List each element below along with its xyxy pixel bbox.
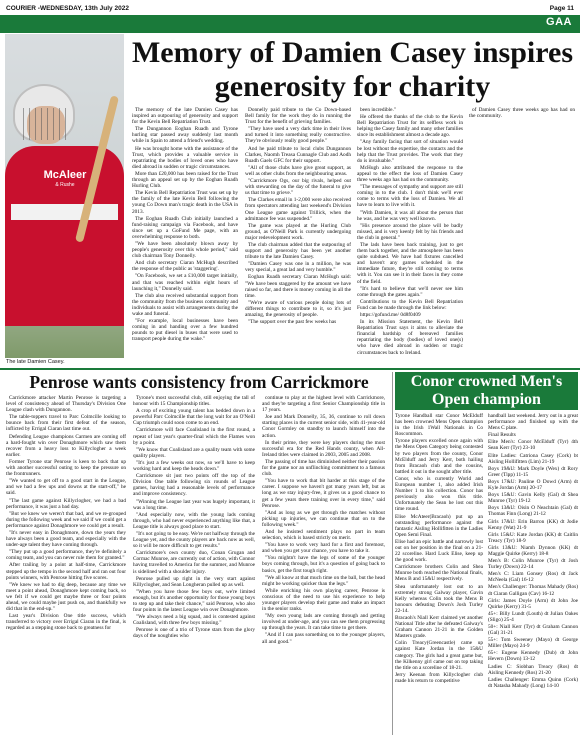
paragraph: "With Damien, it was all about the person that he was, and he was very well known. bbox=[357, 209, 463, 222]
paragraph: "You mightn't have the legs of some of the younger boys coming through, but it's a question of going back to basics, get the first tough right. bbox=[262, 555, 385, 574]
paragraph: "You have to work very hard for a first and foremost, and when you get your chance, you have to take it. bbox=[262, 542, 385, 555]
paragraph: Girls 13&U: Niamh Dynnon (KK) dt Maggie Quirke (Kerry) 18-8 bbox=[488, 544, 578, 557]
paragraph: Penrose is one of a trio of Tyrone stars from the glory days of the noughties who bbox=[133, 627, 255, 640]
paragraph: 65+: Eugene Kennedy (Dub) dt John Hevern (Down) 13-12 bbox=[488, 650, 578, 663]
paragraph: The Dungannon Eoghan Ruadh and Tyrone hurling star passed away suddenly last month while in Spain to attend a friend's wedding. bbox=[132, 126, 238, 145]
paragraph: "But we knew we weren't that bad, and we re-grouped during the following week and we said if we could get a performance against Donaghmore we could get a result. bbox=[6, 510, 126, 529]
paragraph: "It's just a few weeks out now, so we'll have to keep working hard and keep the heads down." bbox=[133, 459, 255, 473]
penrose-col2 bbox=[133, 395, 255, 735]
main-story-col3 bbox=[357, 107, 463, 367]
paragraph: 45+: Billy Lundt (Louth) dt Julian Oakes (Sligo) 25-4 bbox=[488, 610, 578, 623]
paragraph: "Winning the League last year was hugely important, it was a long time. bbox=[133, 498, 255, 511]
paragraph: The game was played at the Hurling Club ground, as O'Neill Park is currently undergoing major redevelopment work. bbox=[245, 222, 351, 241]
paragraph: The club also received substantial support from the community from the business community and individuals to assist with arrangements during the wake and funeral. bbox=[132, 292, 238, 317]
paragraph: Eoghan Ruadh secretary Ciaran McHugh said: "We have been staggered by the amount we have raised so far, and there is money coming in all the time. bbox=[245, 274, 351, 299]
photo-caption: The late Damien Casey. bbox=[6, 359, 65, 365]
paragraph: "And especially now, with the young lads coming through, who had never experienced anything like that, a League title is always good place to start. bbox=[133, 511, 255, 530]
paragraph: Bracaoh's Niall Kerr claimed yet another National Title after he defeated Galway's Graham Cannon 21-21 in the Golden Masters grade. bbox=[395, 615, 483, 640]
paragraph: "All of those clubs have give great support, as well as other clubs from the neighbouring areas. bbox=[245, 164, 351, 177]
conor-col1 bbox=[395, 413, 483, 735]
main-headline: Memory of Damien Casey inspires generosity for charity bbox=[131, 36, 574, 103]
main-story-col2 bbox=[245, 107, 351, 367]
paragraph: handball last weekend. Jerry out in a great performance and finished up with the Mens C plate. bbox=[488, 413, 578, 432]
paragraph: "You have to work that bit harder at this stage of the career. I suppose we haven't got many years left, but as long as we stay injury-free, it gives us a good chance to get a few years there training over in every time," said Penrose. bbox=[262, 478, 385, 509]
paragraph: Boys 15&U: Gavin Kelly (Gal) dt Shea Munroe (Tyr) 19-12 bbox=[488, 492, 578, 505]
page-number: Page 11 bbox=[549, 4, 574, 12]
paragraph: "Any family facing that sort of situation would be lost without the expertise, the contacts and the help that the Trust provides. The work that they do is invaluable." bbox=[357, 139, 463, 164]
paragraph: Girls: James Doyle (Arm) dt John Joe Quirke (Kerry) 31-5 bbox=[488, 597, 578, 610]
paragraph: 55+: Tom Sweeney (Mayo) dt George Miller (Mayo) 24-9 bbox=[488, 637, 578, 650]
paragraph: "They put up a good performance, they're definitely a coming team, and you can never rule them for granted." bbox=[6, 549, 126, 562]
paragraph: Boys 13&U: Oisin O Neachtain (Gal) dt Thomas Finn (Long) 21-12 bbox=[488, 505, 578, 518]
paragraph: Ladies C: Siobhan Treacy (Ros) dt Aisling Kennedy (Ros) 21-20 bbox=[488, 663, 578, 676]
paragraph: Shea unfortunately lost out to an extremely strong Galway player, Gavin Kelly whereas Colin took the Mens B honours defeating Down's Josh Turley 22-14. bbox=[395, 583, 483, 614]
paragraph: "We wanted to get off to a good start in the League, and we had a few ups and downs at the start-off," he said. bbox=[6, 478, 126, 497]
paragraph: "His presence around the place will be badly missed, and is very keenly felt by his friends and the club in general." bbox=[357, 222, 463, 241]
paragraph: Elise McAteer(Bracaoh) put up an outstanding performance against the fantastic Aisling Hollifitten in the Ladies Open Semi Final. bbox=[395, 513, 483, 538]
paragraph: The table-toppers travel to Parc Colmcille looking to bounce back from their first defeat of the season, inflicted by Errigal Ciaran last time out. bbox=[6, 414, 126, 433]
paragraph: Former Tyrone star Penrose is keen to back that up with another successful outing to keep the pressure on the frontrunners. bbox=[6, 458, 126, 478]
paragraph: "We always need a big squad, and is contested against Coalisland, with three few boys missing." bbox=[133, 614, 255, 627]
paragraph: Penrose pulled up right in the very start against Killyclogher, and Sean Longheran pulled up as well. bbox=[133, 575, 255, 588]
paragraph: Defending League champions Carmen are coming off a hard-fought win over Donaghmore which saw them recover from a heavy loss to Killyclogher a week earlier. bbox=[6, 433, 126, 458]
paragraph: And he insisted sentiment plays no part in team selection, which is based strictly on merit. bbox=[262, 528, 385, 542]
paragraph: "And if I can pass something on to the younger players, all and good." bbox=[262, 632, 385, 645]
paragraph: Jerry Keenan from Killyclogher club made his return to competitive bbox=[395, 671, 483, 684]
paragraph: "We knew we had to dig deep, because any time we meet a point ahead, Donaghmore kept coming back, so we felt if we could get maybe three or four points ahead, we could maybe just push on, and thankfully we did that in the end-up." bbox=[6, 581, 126, 613]
paragraph: of Damien Casey three weeks ago has had on the community. bbox=[469, 107, 575, 120]
paragraph: "On Facebook, we set a £10,000 target initially, and that was reached within eight hours of launching it," Donnelly said. bbox=[132, 273, 238, 292]
sponsor-name: McAleer bbox=[43, 169, 87, 181]
paragraph: And club secretary Ciaran McHugh described the response of the public as 'staggering'. bbox=[132, 260, 238, 273]
paragraph: Final Results bbox=[488, 432, 516, 439]
paragraph: "It's not going to be easy. We're not halfway through the League yet, and the county players are back now as well, so it will be more difficult to get results." bbox=[133, 530, 255, 550]
paragraph: "Carrickmore Ogs, our big rivals, helped out with stewarding on the day of the funeral to give us that time to grieve." bbox=[245, 178, 351, 197]
sponsor-sub: & Rushe bbox=[55, 182, 75, 188]
paragraph: "We're aware of various people doing lots of different things to contribute to it, so it's just amazing, the generosity of people. bbox=[245, 299, 351, 318]
paragraph: "The support over the past few weeks has bbox=[248, 319, 337, 326]
penrose-headline: Penrose wants consistency from Carrickmore bbox=[29, 372, 369, 392]
paragraph: A crop of exciting young talent has bedded down in a powerful Parc Colmcille that the long wait for an O'Neill Cup triumph could soon come to an end. bbox=[133, 408, 255, 427]
paragraph: continue to play at the highest level with Carrickmore, and they're targeting a first Senior Championship title in 17 years. bbox=[262, 395, 385, 414]
paragraph: Joe and Mark Donnelly, 35, 36, continue to roll down starting places in the current senior side, with 41-year-old Conor Gormley on standby to launch himself into the action. bbox=[262, 414, 385, 439]
paragraph: The Kevin Bell Repatriation Trust was set up by the family of the late Kevin Bell following the young Co Down man's tragic death in the USA in 2013. bbox=[132, 190, 238, 215]
player-photo bbox=[5, 34, 124, 358]
paragraph: The Clarkes email in 1-2,000 were also received from spectators attending last weekend's Division One League game against Trillick, when the admittance fee was suspended." bbox=[245, 197, 351, 222]
penrose-col3 bbox=[262, 395, 385, 735]
penrose-col1 bbox=[6, 395, 126, 735]
jersey-stripe bbox=[11, 204, 118, 220]
paragraph: Last year's Division One title success, which transferred to victory over Errigal Ciaran in the final, is regarded as a stepping stone back to greatness for bbox=[6, 613, 126, 632]
paragraph: Men's Challenger: Thomas Mahady (Ros) dt Ciaran Galligan (Cav) 16-12 bbox=[488, 584, 578, 597]
paragraph: Carrickmore will face Coalisland in the first round, a repeat of last year's quarter-final which the Flames won by a point. bbox=[133, 427, 255, 446]
paragraph: "The last game against Killyclogher, we had a bad performance, it was just a bad day. bbox=[6, 497, 126, 510]
page-header bbox=[6, 2, 574, 14]
main-story-col4 bbox=[469, 107, 575, 367]
paragraph: The memory of the late Damien Casey has inspired an outpouring of generosity and support for the Kevin Bell Repatriation Trust. bbox=[132, 107, 238, 126]
paragraph: Girls 17&U: Erin Barron (KK) dt Jodie Kenny (Wat) 21-9 bbox=[488, 518, 578, 531]
paragraph: Men's B: Colin Munroe (Tyr) dt Josh Turley (Down) 22-14 bbox=[488, 558, 578, 571]
paragraph: "Damien Casey was one in a million, he was very special, a great lad and very humble." bbox=[245, 261, 351, 274]
paragraph: The Eoghan Ruadh Club initially launched a fund-raising campaign via Facebook, and have since set up a GoFund Me page, with an overwhelming response to both. bbox=[132, 215, 238, 240]
column-divider bbox=[392, 372, 393, 735]
paragraph: Boys 19&U: Mark Doyle (Wex) dt Rory Greer (Tipp) 11-15 bbox=[488, 465, 578, 478]
paragraph: Ladies Challenger: Emma Quinn (Cork) dt Natasha Mahady (Long) 14-10 bbox=[488, 676, 578, 689]
paragraph: Elise had an epic battle and narrowly lost out on her position in the final on a 21-22 scoreline. Hard Luck Elise, keep up the good work. bbox=[395, 538, 483, 564]
helmet-grille bbox=[23, 108, 69, 140]
paragraph: Donnelly paid tribute to the Co Down-based Bell family for the work they do in running the Trust for the benefit of grieving families. bbox=[245, 107, 351, 126]
paragraph: https://gofund.me/ 0d8f0409 bbox=[360, 312, 421, 318]
paragraph: "And as long as we get through the matches without picking up injuries, we can continue that on to the following week." bbox=[262, 509, 385, 528]
paragraph: He offered the thanks of the club to the Kevin Bell Repatriation Trust for its selfless work in helping the Casey family and many other families since its establishment almost a decade ago. bbox=[357, 114, 463, 139]
paragraph: "For example, local businesses have been coming in and handing over a few hundred pounds to put diesel in buses that were used to transport people during the wake." bbox=[132, 318, 238, 343]
paragraph: Girls 15&U: Kate Jordan (KK) dt Caitlin Treacy (Tyr) 18-9 bbox=[488, 531, 578, 544]
paragraph: Carrickmore sit just two points off the top of the Division One table following six rounds of League games, having had a reasonable levels of performance and improve consistency. bbox=[133, 473, 255, 498]
paragraph: "My own young lads are coming through and getting involved at under-age, and you can see them progressing up through the years. It can take time to get there. bbox=[262, 613, 385, 632]
paragraph: Carrickmore brothers Colin and Shea Munroe both reached the National finals, Mens B and 15&U respectively. bbox=[395, 564, 483, 583]
paragraph: 50+: Niall Kerr (Tyr) dt Graham Cannon (Gal) 31-21 bbox=[488, 624, 578, 637]
conor-headline: Conor crowned Men's Open champion bbox=[395, 372, 578, 410]
paragraph: "We all know at that much time on the ball, but the head might be working quicker than the legs." bbox=[262, 574, 385, 587]
main-story-col1 bbox=[132, 107, 238, 367]
paragraph: In its Mission Statement, the Kevin Bell Repatriation Trust says it aims to alleviate the financial hardship of bereaved families repatriating the body (bodies) of loved one(s) who have died abroad in sudden or tragic circumstances back to Ireland. bbox=[357, 319, 463, 356]
paragraph: Elite Men's: Conor McElduff (Tyr) 4th Sean Kerr (Tyr) 23-10 bbox=[488, 439, 578, 452]
paragraph: In their prime, they were key players during the most successful era for the Red Hands county, when All-Ireland titles were claimed in 2003, 2005 and 2008. bbox=[262, 439, 385, 458]
conor-col2 bbox=[488, 413, 578, 735]
paragraph: After trailing by a point at half-time, Carrickmore stepped up the tempo in the second half and ran out four points winners, with Penrose hitting five scores. bbox=[6, 562, 126, 581]
paragraph: The club chairman added that the outpouring of support and generosity has been yet another tribute to the late Damien Casey. bbox=[245, 241, 351, 261]
paragraph: More than £20,000 has been raised for the Trust through an appeal set up by the Eoghan Ruadh Hurling Club. bbox=[132, 170, 238, 190]
paragraph: Conor, who is currently World and European number 1, also added Irish Number 1 to his collection. Conor has previously also won this title. Unfortunately the Sean he lost out this time round. bbox=[395, 475, 483, 513]
paragraph: Contributions to the Kevin Bell Repatriation Fund can be made through the link below: bbox=[357, 298, 463, 311]
section-divider bbox=[0, 368, 580, 370]
paragraph: been incredible." bbox=[360, 107, 396, 113]
paragraph: Tyrone's most successful club, still enjoying the tall of honour with 15 Championship titles. bbox=[133, 395, 255, 408]
paragraph: The lads have been back training, just to get them back together, and the atmosphere has been quite subdued. We have had fixtures cancelled and haven't any games scheduled in the immediate future, they're still coming to terms with it. You can see it in their faces in they come of the field. bbox=[357, 241, 463, 285]
publication-date: COURIER -WEDNESDAY, 13th July 2022 bbox=[6, 4, 129, 12]
paragraph: "We have been absolutely blown away by people's generosity over this whole period," said club chairman Tony Donnelly. bbox=[132, 240, 238, 260]
paragraph: The passing of time has diminished neither their passion for the game nor an unflinching commitment to a famous club. bbox=[262, 458, 385, 478]
paragraph: Men's C: Liam Gonsey (Ros) dt Jack McNeela (Gal) 16-12 bbox=[488, 571, 578, 584]
paragraph: Colin Treacy(Greencastle) came up against Kate Jordan in the 15&U category. The girls had a great game but, the Kilkenny girl came out on top taking the title on a scoreline of 18-21. bbox=[395, 640, 483, 671]
paragraph: "We know that Coalisland are a quality team with some quality players. bbox=[133, 446, 255, 459]
section-label: GAA bbox=[546, 16, 572, 28]
paragraph: Elite Ladies: Catriona Casey (Cork) bt Aisling Hollifitten (Lim) 21-19 bbox=[488, 452, 578, 465]
section-banner bbox=[0, 15, 580, 33]
paragraph: "The messages of sympathy and support are still coming in to the club. I don't think we'll ever come to terms with the loss of Damien. We all have to learn to live with it. bbox=[357, 184, 463, 209]
paragraph: While enriching his own playing career, Penrose is conscious of the need to use his experience to help younger players develop their game and make an impact in the senior ranks. bbox=[262, 587, 385, 613]
paragraph: Boys 17&U: Pauline O Dowd (Arm) dt Kyle Jordan (Arm) 20-17 bbox=[488, 478, 578, 492]
paragraph: McHugh also attributed the response to the appeal to the effect the loss of Damien Casey three weeks ago has had on the community. bbox=[357, 164, 463, 184]
paragraph: "It's never easy in Donaghmore, down the years they have always been a good team, and especially with the under-age talent they have coming through. bbox=[6, 529, 126, 549]
paragraph: "When you have those few boys out, we're limited enough, but it's another opportunity for those young boys to step up and take their chance," said Penrose, who also four points in the latest League win over Donaghmore. bbox=[133, 588, 255, 614]
paragraph: Carrickmore's own county duo, Conan Grugan and Cormac Munroe, are currently out of action, with Connor having travelled to America for the summer, and Munroe is sidelined with a shoulder injury. bbox=[133, 550, 255, 575]
paragraph: Tyrone players excelled once again with the Mens Open Category being contested by two players from the county, Conor McElduff and Jerry Kerr, both hailing from Bracaoh club and the cousins, battled it out in the sought after title. bbox=[395, 438, 483, 475]
paragraph: And he paid tribute to local clubs Dungannon Clarkes, Naomh Treasa Cunnagle Club and Aodh Ruadh Gaels GFC for their support. bbox=[245, 145, 351, 164]
paragraph: Tyrone Handball star Conor McElduff has been crowned Mens Open champion in the Irish 1Wall Nationals in Co Roscommon. bbox=[395, 413, 483, 438]
paragraph: "It's hard to believe that we'll never see him come through the gates again." bbox=[357, 285, 463, 298]
paragraph: Carrickmore attacker Martin Penrose is targeting a level of consistency ahead of Thursday's Division One League clash with Dungannon. bbox=[6, 395, 126, 414]
paragraph: He was brought home with the assistance of the Trust, which provides a valuable service in repatriating the bodies of loved ones who have died abroad in sudden or tragic circumstances. bbox=[132, 145, 238, 170]
paragraph: "They have used a very dark time in their lives and turned it into something really constructive. They're obviously really good people." bbox=[245, 126, 351, 145]
